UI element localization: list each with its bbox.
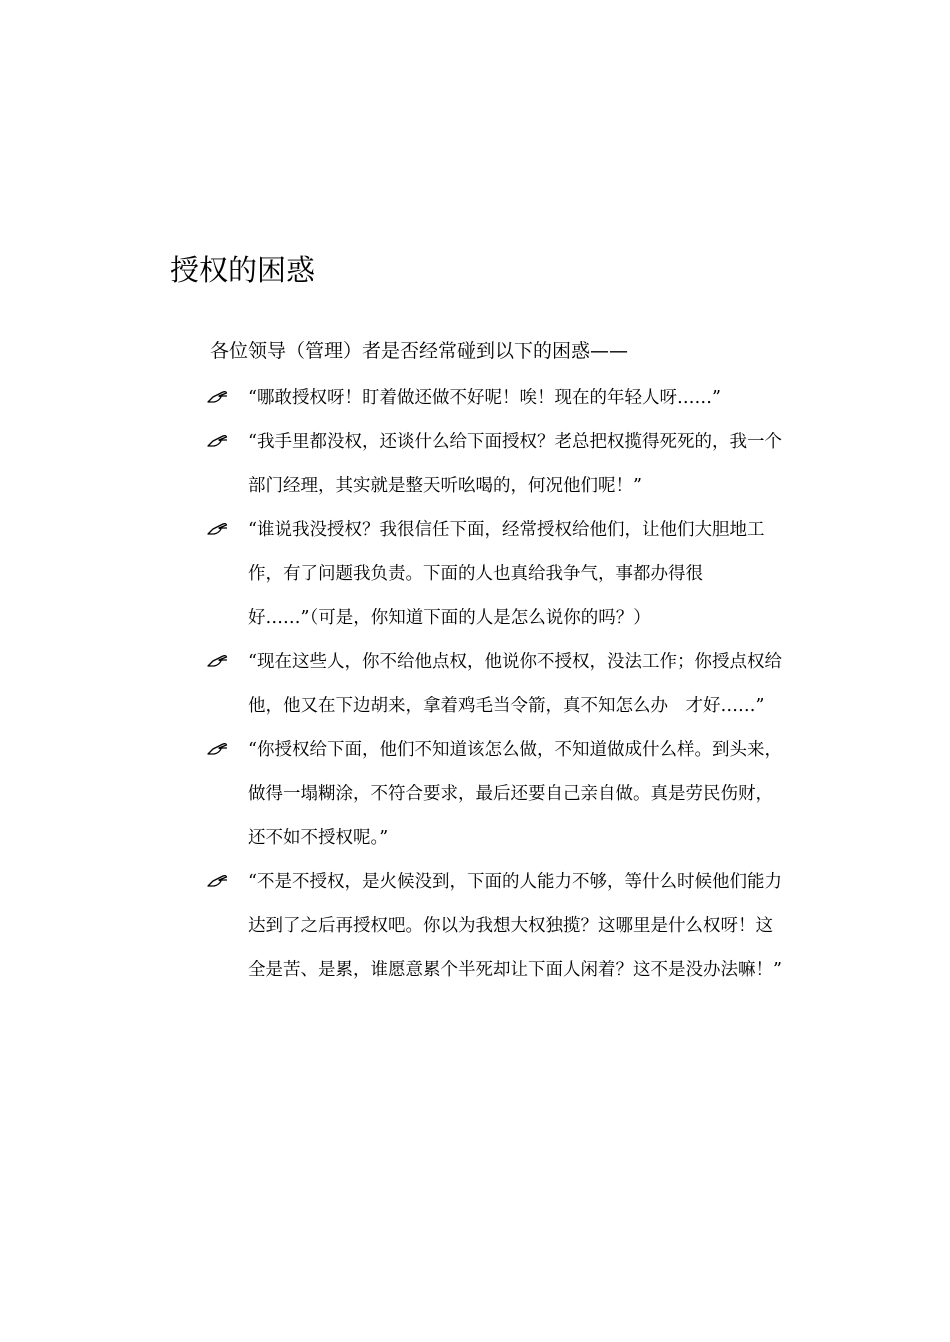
quote-text: “我手里都没权，还谈什么给下面授权？老总把权揽得死死的，我一个部门经理，其实就是整天听吆喝的，何况他们呢！” (248, 432, 782, 496)
hand-pointing-icon (205, 420, 233, 464)
hand-pointing-icon (205, 640, 233, 684)
page-title: 授权的困惑 (170, 253, 316, 287)
quote-text: “你授权给下面，他们不知道该怎么做，不知道做成什么样。到头来，做得一塌糊涂，不符合要求，最后还要自己亲自做。真是劳民伤财，还不如不授权呢。” (248, 740, 782, 848)
list-item (205, 508, 805, 640)
list-item (205, 640, 805, 728)
subheading: 各位领导（管理）者是否经常碰到以下的困惑—— (210, 340, 629, 362)
list-item (205, 376, 805, 420)
quote-text: “现在这些人，你不给他点权，他说你不授权，没法工作；你授点权给他，他又在下边胡来，拿着鸡毛当令箭，真不知怎么办 才好……” (248, 652, 782, 716)
hand-pointing-icon (205, 728, 233, 772)
list-item (205, 728, 805, 860)
quote-list (205, 376, 805, 992)
list-item (205, 860, 805, 992)
hand-pointing-icon (205, 860, 233, 904)
quote-text: “不是不授权，是火候没到，下面的人能力不够，等什么时候他们能力达到了之后再授权吧。你以为我想大权独揽？这哪里是什么权呀！这全是苦、是累，谁愿意累个半死却让下面人闲着？这不是没办法嘛！” (248, 872, 782, 980)
hand-pointing-icon (205, 508, 233, 552)
quote-text: “谁说我没授权？我很信任下面，经常授权给他们，让他们大胆地工作，有了问题我负责。下面的人也真给我争气，事都办得很好……”（可是，你知道下面的人是怎么说你的吗？） (248, 520, 765, 628)
hand-pointing-icon (205, 376, 233, 420)
quote-text: “哪敢授权呀！盯着做还做不好呢！唉！现在的年轻人呀……” (248, 388, 721, 408)
list-item (205, 420, 805, 508)
